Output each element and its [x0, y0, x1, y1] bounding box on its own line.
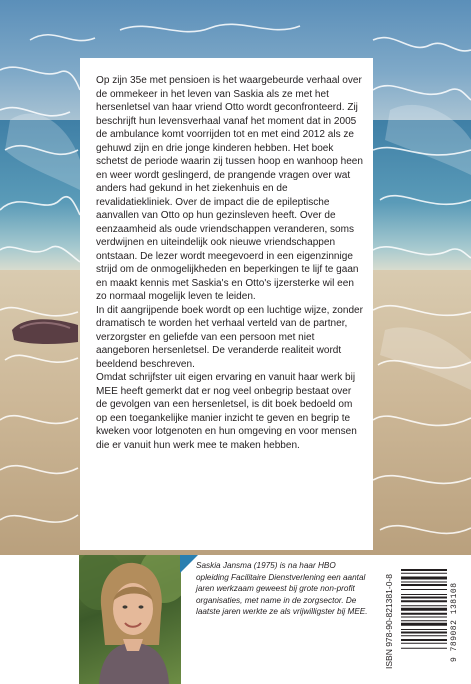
barcode-bar: [401, 608, 447, 611]
barcode-bar: [401, 594, 447, 595]
barcode-bar: [401, 639, 447, 641]
author-photo: [79, 555, 181, 684]
barcode-bar: [401, 617, 447, 618]
blurb-paragraph-1: Op zijn 35e met pensioen is het waargebeurde verhaal over de ommekeer in het leven van Saskia als ze met het hersenletsel van haar vriend Otto wordt geconfronteerd. Zij beschrijft hun levensverhaal vanaf het moment dat in 2005 de ambulance komt voorrijden tot en met eind 2012 als ze gehuwd zijn en drie jonge kinderen hebben. Het boek schetst de periode waarin zij tussen hoop en wanhoop heen en weer wordt geslingerd, de prangende vragen over wat anders had gekund in het ziekenhuis en de revalidatiekliniek. Over de impact die de epileptische aanvallen van Otto op hun gezinsleven heeft. Over de eenzaamheid als oude vriendschappen veranderen, soms verdwijnen en uiteindelijk ook nieuwe vriendschappen ontstaan. De lezer wordt meegevoerd in een eigenzinnige strijd om de onmogelijkheden en beperkingen te lijf te gaan en maakt kennis met Saskia's en Otto's ijzersterke wil een zo normaal mogelijk leven te leiden.: [96, 75, 363, 302]
barcode-bar: [401, 632, 447, 634]
author-bio: Saskia Jansma (1975) is na haar HBO opleiding Facilitaire Dienstverlening een aantal jaren werkzaam geweest bij grote non-profit organisaties, met name in de zorgsector. De laatste jaren werkte ze als vrijwilligster bij MEE.: [196, 561, 368, 617]
barcode-bar: [401, 600, 447, 602]
barcode-bar: [401, 605, 447, 606]
barcode-bar: [401, 635, 447, 636]
barcode-bar: [401, 613, 447, 615]
barcode-bar: [401, 629, 447, 630]
towel-on-beach: [12, 319, 78, 344]
barcode-bar: [401, 589, 447, 590]
barcode-bar: [401, 597, 447, 599]
barcode-bar: [401, 569, 447, 571]
barcode-bar: [401, 573, 447, 574]
barcode-bar: [401, 623, 447, 626]
barcode-bar: [401, 620, 447, 621]
barcode-bar: [401, 577, 447, 580]
blurb-paragraph-3: Omdat schrijfster uit eigen ervaring en vanuit haar werk bij MEE heeft gemerkt dat er nog veel onbegrip bestaat over de gevolgen van een hersenletsel, is dit boek bedoeld om op een toegankelijke manier inzicht te geven en begrip te kweken voor lotgenoten en hun omgeving en voor mensen die er vanuit hun werk mee te maken hebben.: [96, 372, 357, 451]
barcode-bar: [401, 584, 447, 586]
isbn-label: ISBN 978-90-821381-0-8: [384, 574, 394, 670]
blurb-panel: [80, 58, 373, 550]
ean-digits: 9 789082 138108: [450, 582, 459, 662]
barcode-bars: [401, 569, 447, 675]
barcode-bar: [401, 582, 447, 583]
barcode-bar: [401, 648, 447, 649]
blurb-paragraph-2: In dit aangrijpende boek wordt op een luchtige wijze, zonder dramatisch te worden het verhaal verteld van de partner, verzorgster en geliefde van een persoon met niet aangeboren hersenletsel. De veranderde realiteit wordt beeldend beschreven.: [96, 304, 363, 370]
barcode-bar: [401, 643, 447, 644]
